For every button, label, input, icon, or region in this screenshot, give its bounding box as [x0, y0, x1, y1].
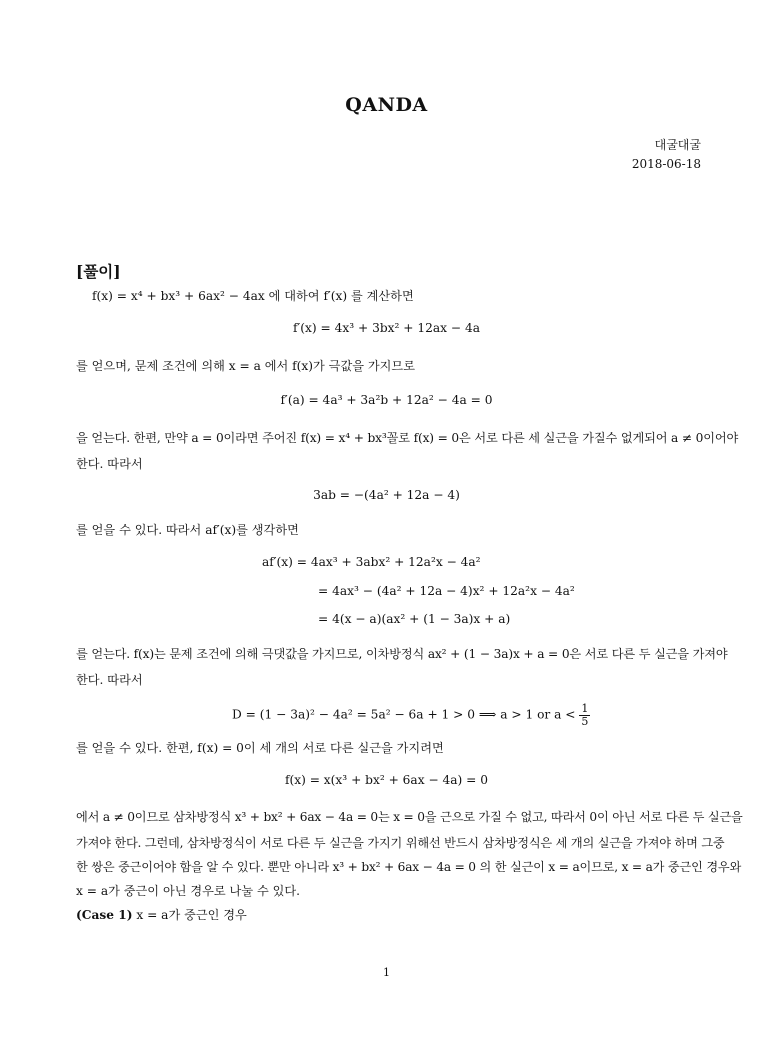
paragraph-line: 를 얻을 수 있다. 한편, f(x) = 0이 세 개의 서로 다른 실근을 가지려면 [76, 741, 444, 755]
equation: f′(x) = 4x³ + 3bx² + 12ax − 4a [293, 321, 480, 335]
paragraph-line: 한 쌍은 중근이어야 함을 알 수 있다. 뿐만 아니라 x³ + bx² + 6ax − 4a = 0 의 한 실근이 x = a이므로, x = a가 중근인 경우와 [76, 860, 742, 874]
paragraph-line: f(x) = x⁴ + bx³ + 6ax² − 4ax 에 대하여 f′(x) 를 계산하면 [92, 289, 414, 303]
equation: 3ab = −(4a² + 12a − 4) [313, 488, 460, 502]
case-text: x = a가 중근인 경우 [136, 908, 247, 922]
case-heading [76, 906, 247, 923]
equation-aligned-line: = 4(x − a)(ax² + (1 − 3a)x + a) [318, 612, 511, 626]
fraction [579, 703, 590, 727]
paragraph-line: 가져야 한다. 그런데, 삼차방정식이 서로 다른 두 실근을 가지기 위해선 반드시 삼차방정식은 세 개의 실근을 가져야 하며 그중 [76, 836, 725, 850]
equation-aligned-line: af′(x) = 4ax³ + 3abx² + 12a²x − 4a² [262, 555, 481, 569]
paragraph-line: 를 얻을 수 있다. 따라서 af′(x)를 생각하면 [76, 523, 299, 537]
paragraph-line: 를 얻는다. f(x)는 문제 조건에 의해 극댓값을 가지므로, 이차방정식 ax² + (1 − 3a)x + a = 0은 서로 다른 두 실근을 가져야 [76, 647, 728, 661]
document-title: QANDA [345, 94, 428, 116]
fraction-numerator: 1 [581, 702, 589, 715]
paragraph-line: 에서 a ≠ 0이므로 삼차방정식 x³ + bx² + 6ax − 4a = 0는 x = 0을 근으로 가질 수 없고, 따라서 0이 아닌 서로 다른 두 실근을 [76, 810, 743, 824]
case-label: (Case 1) [76, 908, 133, 922]
document-date: 2018-06-18 [631, 157, 701, 171]
section-heading: [풀이] [76, 262, 121, 281]
discriminant-equation [232, 703, 590, 727]
equation: f(x) = x(x³ + bx² + 6ax − 4a) = 0 [284, 773, 489, 787]
page-number: 1 [383, 966, 390, 979]
paragraph-line: 을 얻는다. 한편, 만약 a = 0이라면 주어진 f(x) = x⁴ + bx³꼴로 f(x) = 0은 서로 다른 세 실근을 가질수 없게되어 a ≠ 0이어야 [76, 431, 739, 445]
equation-aligned-line: = 4ax³ − (4a² + 12a − 4)x² + 12a²x − 4a² [318, 584, 575, 598]
equation: f′(a) = 4a³ + 3a²b + 12a² − 4a = 0 [280, 393, 493, 407]
paragraph-line: x = a가 중근이 아닌 경우로 나눌 수 있다. [76, 884, 301, 898]
paragraph-line: 한다. 따라서 [76, 457, 143, 471]
paragraph-line: 를 얻으며, 문제 조건에 의해 x = a 에서 f(x)가 극값을 가지므로 [76, 359, 415, 373]
document-author: 대굴대굴 [654, 138, 701, 152]
paragraph-line: 한다. 따라서 [76, 673, 143, 687]
equation-text: D = (1 − 3a)² − 4a² = 5a² − 6a + 1 > 0 ⟹ a > 1 or a < [232, 707, 576, 722]
fraction-denominator: 5 [581, 714, 589, 728]
